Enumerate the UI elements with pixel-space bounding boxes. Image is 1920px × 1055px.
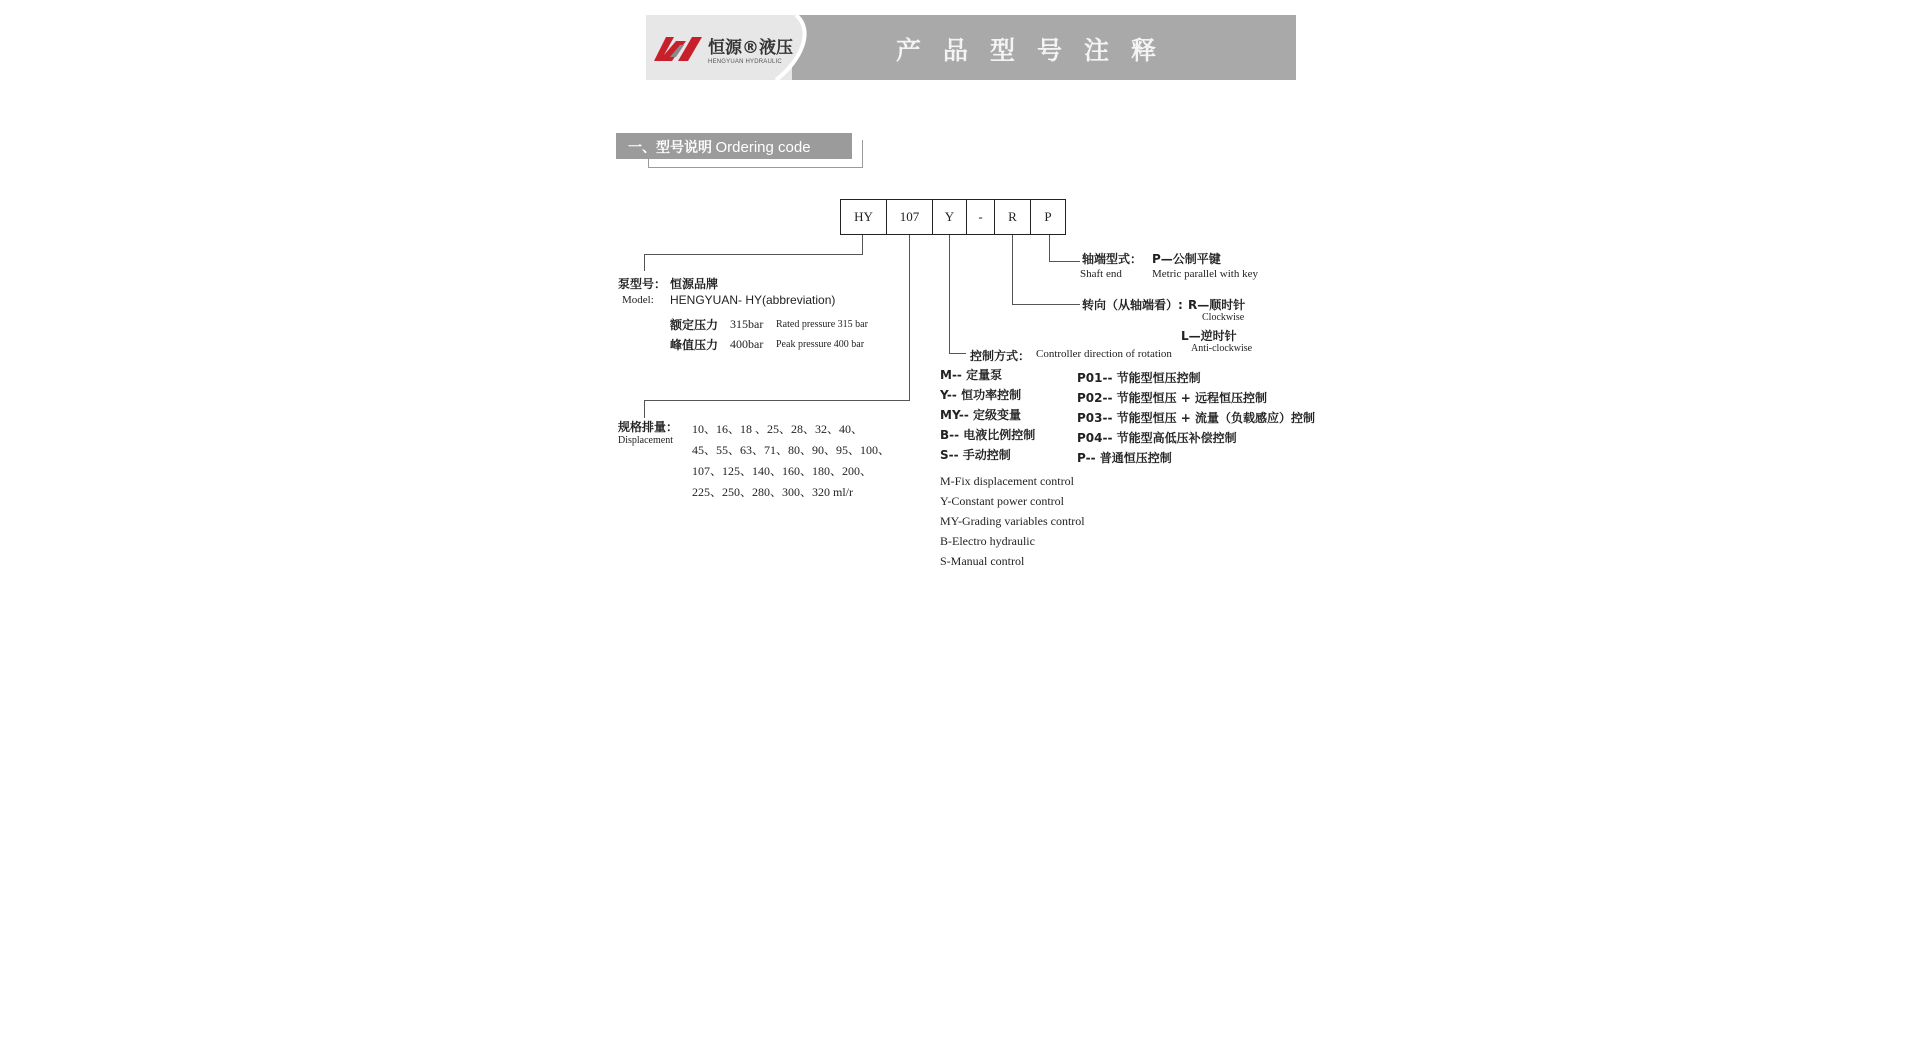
control-item-b: B-- 电液比例控制 (940, 428, 1036, 442)
peak-pressure-cn: 峰值压力 (670, 338, 719, 352)
connector-line (1012, 304, 1080, 305)
control-item-p: P-- 普通恒压控制 (1077, 451, 1172, 465)
connector-line (862, 235, 863, 254)
peak-pressure-value: 400bar (730, 337, 764, 351)
connector-line (949, 353, 966, 354)
control-item-p04: P04-- 节能型高低压补偿控制 (1077, 431, 1237, 445)
shaft-label-cn: 轴端型式： (1082, 252, 1143, 266)
model-label-cn: 泵型号： (618, 277, 667, 291)
control-item-y: Y-- 恒功率控制 (940, 388, 1022, 402)
control-en-m: M-Fix displacement control (940, 474, 1074, 488)
connector-line (644, 254, 645, 271)
rotation-r-cn: R—顺时针 (1188, 298, 1246, 312)
control-item-m: M-- 定量泵 (940, 368, 1003, 382)
control-en-my: MY-Grading variables control (940, 514, 1085, 528)
connector-line (644, 400, 645, 418)
connector-line (909, 235, 910, 401)
displacement-label-cn: 规格排量： (618, 420, 679, 434)
model-label-en: Model: (622, 294, 654, 306)
logo-mark-icon (652, 31, 704, 65)
rotation-label-cn: 转向（从轴端看）: (1082, 298, 1183, 312)
connector-line (1049, 261, 1080, 262)
rated-pressure-value: 315bar (730, 317, 764, 331)
rated-pressure-en: Rated pressure 315 bar (776, 319, 868, 330)
code-box-displacement: 107 (886, 199, 932, 235)
rotation-l-cn: L—逆时针 (1181, 329, 1237, 343)
logo-text: 恒源®液压 (708, 38, 793, 58)
connector-line (644, 400, 910, 401)
connector-line (644, 254, 863, 255)
connector-line (1012, 235, 1013, 305)
shaft-value-cn: P—公制平键 (1152, 252, 1221, 266)
shaft-value-en: Metric parallel with key (1152, 268, 1258, 280)
displacement-values-line: 225、250、280、300、320 ml/r (692, 485, 853, 499)
code-box-rotation: R (994, 199, 1030, 235)
control-label-en: Controller direction of rotation (1036, 348, 1172, 360)
model-brand-cn: 恒源品牌 (670, 277, 719, 291)
control-item-s: S-- 手动控制 (940, 448, 1011, 462)
section-heading-cn: 一、型号说明 (628, 140, 712, 156)
code-box-separator: - (966, 199, 994, 235)
control-item-my: MY-- 定级变量 (940, 408, 1022, 422)
code-box-shaft: P (1030, 199, 1066, 235)
connector-line (949, 235, 950, 354)
displacement-values-line: 45、55、63、71、80、90、95、100、 (692, 443, 891, 457)
page-title: 产品型号注释 (896, 36, 1179, 65)
control-item-p03: P03-- 节能型恒压 + 流量（负载感应）控制 (1077, 411, 1316, 425)
connector-line (1049, 235, 1050, 262)
code-box-control: Y (932, 199, 966, 235)
rotation-r-en: Clockwise (1202, 312, 1245, 323)
shaft-label-en: Shaft end (1080, 268, 1122, 280)
displacement-values-line: 10、16、18 、25、28、32、40、 (692, 422, 864, 436)
control-en-y: Y-Constant power control (940, 494, 1064, 508)
model-brand-en: HENGYUAN- HY(abbreviation) (670, 293, 836, 307)
displacement-values-line: 107、125、140、160、180、200、 (692, 464, 873, 478)
control-en-b: B-Electro hydraulic (940, 534, 1035, 548)
header-banner (646, 15, 1296, 80)
section-heading-en: Ordering code (715, 139, 811, 156)
code-box-brand: HY (840, 199, 886, 235)
control-label-cn: 控制方式： (970, 349, 1031, 363)
control-item-p01: P01-- 节能型恒压控制 (1077, 371, 1201, 385)
rotation-l-en: Anti-clockwise (1191, 343, 1253, 354)
displacement-label-en: Displacement (618, 435, 673, 446)
control-item-p02: P02-- 节能型恒压 + 远程恒压控制 (1077, 391, 1268, 405)
section-heading (628, 137, 811, 157)
peak-pressure-en: Peak pressure 400 bar (776, 339, 865, 350)
rated-pressure-cn: 额定压力 (670, 318, 719, 332)
logo-subtext: HENGYUAN HYDRAULIC (708, 59, 782, 65)
control-en-s: S-Manual control (940, 554, 1025, 568)
